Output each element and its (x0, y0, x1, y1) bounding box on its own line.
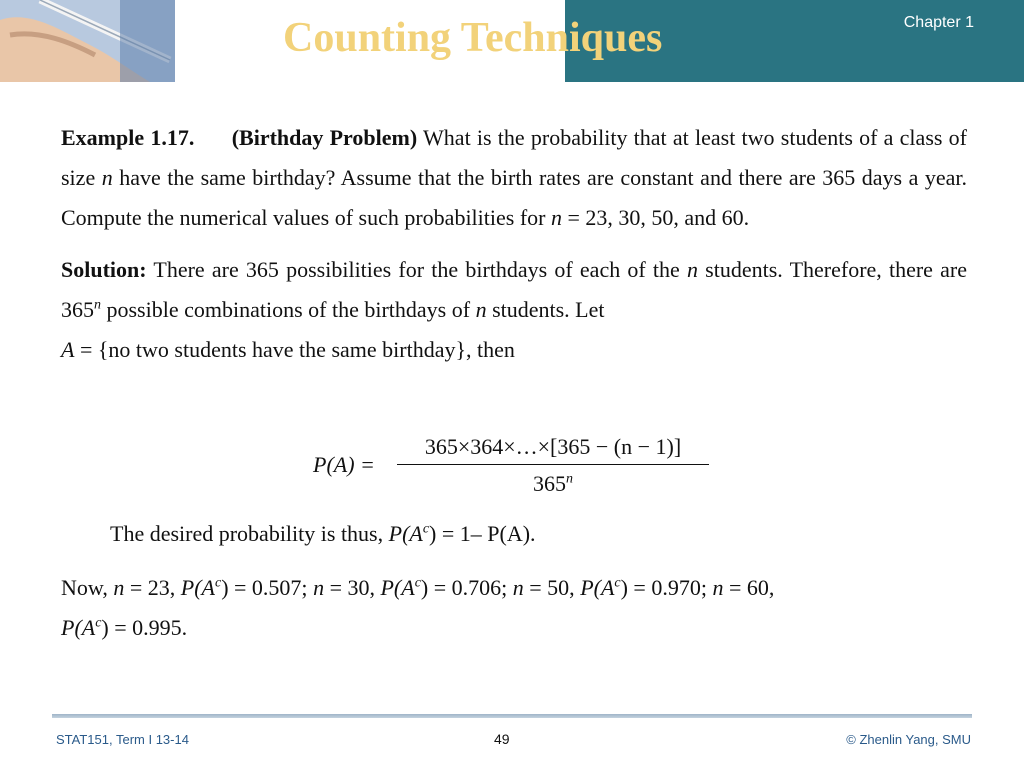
var-A: A (61, 337, 75, 362)
solution-paragraph (61, 250, 967, 370)
probability-formula (313, 432, 733, 498)
page-number: 49 (494, 731, 510, 747)
desired-expr: P(A (388, 521, 423, 546)
example-text-1: What is the probability that at least two students of a class of size (61, 125, 967, 190)
var-n: n (686, 257, 698, 282)
solution-text-2: students. Therefore, there are 365 (61, 257, 967, 322)
var-n: n (101, 165, 113, 190)
page-title: Counting Techniques (283, 15, 663, 61)
solution-text-1: There are 365 possibilities for the birthdays of each of the (146, 257, 687, 282)
slide-header (0, 0, 1024, 82)
desired-tail: ) = 1– P(A). (429, 521, 536, 546)
example-text-3: = 23, 30, 50, and 60. (561, 205, 750, 230)
fraction-bar (397, 464, 709, 465)
example-label: Example 1.17. (61, 125, 195, 150)
example-paragraph (61, 118, 967, 238)
solution-label: Solution: (61, 257, 147, 282)
solution-text-4: students. Let (486, 297, 605, 322)
formula-denominator: 365$^n$ (533, 471, 573, 496)
example-text-2: have the same birthday? Assume that the birth rates are constant and there are 365 days a year. Compute the numerical values of such probabilities for (61, 165, 967, 230)
var-n: n (550, 205, 562, 230)
example-name: (Birthday Problem) (231, 125, 418, 150)
slide-content (61, 118, 967, 370)
course-label: STAT151, Term I 13-14 (56, 732, 189, 747)
var-n: n (475, 297, 487, 322)
result-prefix: Now, (61, 575, 114, 600)
complement-c: c (422, 521, 430, 537)
results-line-2: $P(A^c) = 0.995$. (61, 615, 188, 640)
formula-lhs: P(A) = (313, 452, 375, 477)
desired-probability-line (110, 514, 536, 554)
copyright-label: © Zhenlin Yang, SMU (846, 732, 971, 747)
formula-numerator: 365×364×…×[365 − (n − 1)] (424, 434, 682, 459)
header-photo (0, 0, 175, 82)
desired-text: The desired probability is thus, (110, 521, 389, 546)
exponent-n: n (94, 297, 101, 313)
hand-with-pen-icon (0, 0, 175, 82)
footer-divider (52, 714, 972, 718)
solution-text-5: = {no two students have the same birthday}, then (74, 337, 515, 362)
solution-text-3: possible combinations of the birthdays of (101, 297, 476, 322)
formula-fraction (397, 432, 709, 499)
results-line-1: Now, n = 23, $P(A^c) = 0.507$; n = 30, $P(A^c) = 0.706$; n = 50, $P(A^c) = 0.970$; n = 60, (61, 575, 775, 600)
chapter-label: Chapter 1 (903, 14, 974, 31)
